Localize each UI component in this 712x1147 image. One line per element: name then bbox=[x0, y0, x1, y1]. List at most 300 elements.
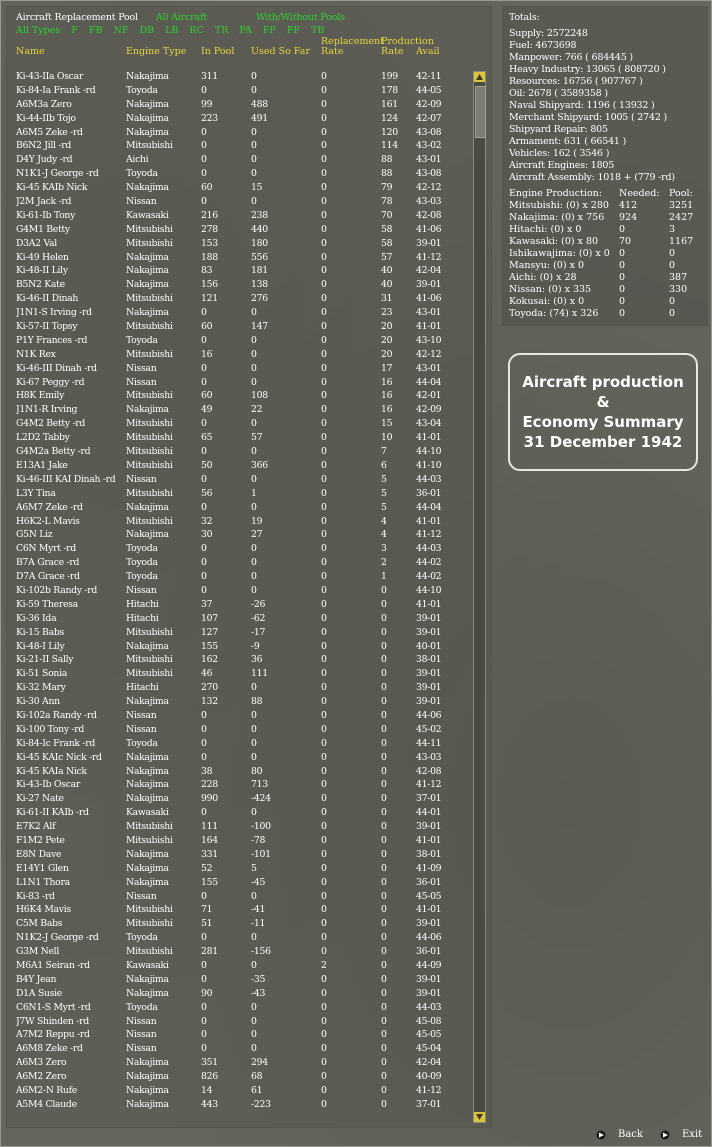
avail-date: 41-06 bbox=[416, 223, 442, 235]
aircraft-row[interactable] bbox=[0, 903, 475, 917]
aircraft-row[interactable] bbox=[0, 278, 475, 292]
aircraft-name: Ki-84-Ia Frank -rd bbox=[16, 84, 96, 96]
aircraft-row[interactable] bbox=[0, 251, 475, 265]
replacement-rate: 0 bbox=[321, 807, 327, 819]
aircraft-row[interactable] bbox=[0, 834, 475, 848]
aircraft-table bbox=[0, 70, 475, 1122]
aircraft-row[interactable] bbox=[0, 570, 475, 584]
production-rate: 16 bbox=[381, 404, 393, 416]
aircraft-row[interactable] bbox=[0, 890, 475, 904]
aircraft-row[interactable] bbox=[0, 237, 475, 251]
engine-type: Nakajima bbox=[126, 126, 169, 138]
used-so-far: 0 bbox=[251, 682, 257, 694]
in-pool: 990 bbox=[201, 793, 218, 805]
engine-type: Nissan bbox=[126, 473, 157, 485]
aircraft-row[interactable] bbox=[0, 612, 475, 626]
aircraft-name: G4M1 Betty bbox=[16, 223, 70, 235]
filter-lb[interactable]: LB bbox=[165, 25, 179, 36]
used-so-far: -100 bbox=[251, 821, 271, 833]
in-pool: 826 bbox=[201, 1071, 218, 1083]
replacement-rate: 0 bbox=[321, 779, 327, 791]
filter-pa[interactable]: PA bbox=[239, 25, 252, 36]
replacement-rate: 0 bbox=[321, 71, 327, 82]
production-rate: 0 bbox=[381, 612, 387, 624]
aircraft-row[interactable] bbox=[0, 1028, 475, 1042]
production-rate: 79 bbox=[381, 182, 393, 194]
engine-type: Mitsubishi bbox=[126, 487, 173, 499]
avail-date: 44-06 bbox=[416, 932, 442, 944]
production-rate: 16 bbox=[381, 376, 393, 388]
used-so-far: 27 bbox=[251, 529, 263, 541]
production-rate: 0 bbox=[381, 1098, 387, 1110]
avail-date: 39-01 bbox=[416, 279, 442, 291]
in-pool: 99 bbox=[201, 98, 213, 110]
production-rate: 4 bbox=[381, 529, 387, 541]
aircraft-row[interactable] bbox=[0, 667, 475, 681]
aircraft-row[interactable] bbox=[0, 806, 475, 820]
engine-type: Mitsubishi bbox=[126, 390, 173, 402]
used-so-far: 0 bbox=[251, 362, 257, 374]
col-used-so-far[interactable]: Used So Far bbox=[251, 46, 311, 57]
in-pool: 14 bbox=[201, 1085, 213, 1097]
avail-date: 39-01 bbox=[416, 612, 442, 624]
used-so-far: 0 bbox=[251, 501, 257, 513]
total-shipyard-repair: Shipyard Repair: 805 bbox=[509, 124, 608, 135]
replacement-rate: 0 bbox=[321, 1001, 327, 1013]
scroll-thumb[interactable] bbox=[475, 86, 486, 138]
engine-type: Mitsubishi bbox=[126, 348, 173, 360]
total-armament: Armament: 631 ( 66541 ) bbox=[509, 136, 627, 147]
production-rate: 0 bbox=[381, 654, 387, 666]
engine-needed: 70 bbox=[619, 236, 632, 247]
filter-fp[interactable]: FP bbox=[262, 25, 276, 36]
aircraft-name: E7K2 Alf bbox=[16, 821, 56, 833]
used-so-far: 0 bbox=[251, 140, 257, 152]
total-resources: Resources: 16756 ( 907767 ) bbox=[509, 76, 643, 87]
back-button[interactable] bbox=[596, 1129, 643, 1140]
used-so-far: -101 bbox=[251, 848, 271, 860]
aircraft-row[interactable] bbox=[0, 515, 475, 529]
production-rate: 124 bbox=[381, 112, 398, 124]
avail-date: 44-04 bbox=[416, 501, 442, 513]
avail-date: 44-03 bbox=[416, 473, 442, 485]
avail-date: 40-01 bbox=[416, 640, 442, 652]
aircraft-name: Ki-48-I Lily bbox=[16, 640, 65, 652]
replacement-rate: 0 bbox=[321, 584, 327, 596]
aircraft-row[interactable] bbox=[0, 264, 475, 278]
replacement-rate: 0 bbox=[321, 543, 327, 555]
total-oil: Oil: 2678 ( 3589358 ) bbox=[509, 88, 608, 99]
used-so-far: 0 bbox=[251, 154, 257, 166]
aircraft-row[interactable] bbox=[0, 320, 475, 334]
engine-type: Nakajima bbox=[126, 1098, 169, 1110]
aircraft-row[interactable] bbox=[0, 181, 475, 195]
in-pool: 0 bbox=[201, 154, 207, 166]
aircraft-name: Ki-45 KAIb Nick bbox=[16, 182, 88, 194]
aircraft-row[interactable] bbox=[0, 487, 475, 501]
aircraft-row[interactable] bbox=[0, 362, 475, 376]
used-so-far: 0 bbox=[251, 348, 257, 360]
production-rate: 0 bbox=[381, 751, 387, 763]
replacement-rate: 0 bbox=[321, 932, 327, 944]
avail-date: 44-11 bbox=[416, 737, 442, 749]
engine-manufacturer: Mansyu: (0) x 0 bbox=[509, 260, 584, 271]
col-name[interactable]: Name bbox=[16, 46, 45, 57]
aircraft-row[interactable] bbox=[0, 1015, 475, 1029]
exit-button[interactable] bbox=[660, 1129, 702, 1140]
avail-date: 41-01 bbox=[416, 598, 442, 610]
aircraft-row[interactable] bbox=[0, 1098, 475, 1112]
production-rate: 88 bbox=[381, 168, 393, 180]
used-so-far: -156 bbox=[251, 946, 271, 958]
engine-type: Nakajima bbox=[126, 640, 169, 652]
in-pool: 16 bbox=[201, 348, 213, 360]
aircraft-row[interactable] bbox=[0, 1042, 475, 1056]
aircraft-row[interactable] bbox=[0, 139, 475, 153]
in-pool: 90 bbox=[201, 987, 213, 999]
production-rate: 0 bbox=[381, 598, 387, 610]
aircraft-row[interactable] bbox=[0, 292, 475, 306]
engine-type: Nakajima bbox=[126, 751, 169, 763]
replacement-rate: 0 bbox=[321, 84, 327, 96]
avail-date: 36-01 bbox=[416, 946, 442, 958]
in-pool: 0 bbox=[201, 571, 207, 583]
used-so-far: -223 bbox=[251, 1098, 271, 1110]
avail-date: 43-03 bbox=[416, 196, 442, 208]
aircraft-row[interactable] bbox=[0, 153, 475, 167]
aircraft-row[interactable] bbox=[0, 695, 475, 709]
aircraft-row[interactable] bbox=[0, 501, 475, 515]
arrow-right-icon bbox=[660, 1130, 672, 1140]
aircraft-row[interactable] bbox=[0, 598, 475, 612]
aircraft-name: H6K2-L Mavis bbox=[16, 515, 80, 527]
aircraft-name: H6K4 Mavis bbox=[16, 904, 71, 916]
filter-f[interactable]: F bbox=[71, 25, 78, 36]
engine-type: Nakajima bbox=[126, 1057, 169, 1069]
in-pool: 156 bbox=[201, 279, 218, 291]
used-so-far: -35 bbox=[251, 973, 266, 985]
total-manpower: Manpower: 766 ( 684445 ) bbox=[509, 52, 633, 63]
replacement-rate: 0 bbox=[321, 362, 327, 374]
aircraft-row[interactable] bbox=[0, 70, 475, 84]
avail-date: 43-01 bbox=[416, 362, 442, 374]
aircraft-name: F1M2 Pete bbox=[16, 834, 65, 846]
replacement-rate: 0 bbox=[321, 626, 327, 638]
aircraft-row[interactable] bbox=[0, 778, 475, 792]
used-so-far: 88 bbox=[251, 696, 263, 708]
engine-type: Nissan bbox=[126, 362, 157, 374]
aircraft-name: A7M2 Reppu -rd bbox=[16, 1029, 90, 1041]
aircraft-row[interactable] bbox=[0, 723, 475, 737]
in-pool: 0 bbox=[201, 307, 207, 319]
avail-date: 43-01 bbox=[416, 154, 442, 166]
avail-date: 44-04 bbox=[416, 376, 442, 388]
aircraft-row[interactable] bbox=[0, 195, 475, 209]
aircraft-row[interactable] bbox=[0, 709, 475, 723]
aircraft-row[interactable] bbox=[0, 1070, 475, 1084]
filter-tb[interactable]: TB bbox=[311, 25, 325, 36]
engine-production-header: Engine Production: bbox=[509, 188, 603, 199]
all-aircraft-toggle[interactable]: All Aircraft bbox=[156, 12, 207, 23]
col-production-rate[interactable]: Rate bbox=[381, 46, 404, 57]
aircraft-row[interactable] bbox=[0, 348, 475, 362]
aircraft-row[interactable] bbox=[0, 126, 475, 140]
aircraft-name: D1A Susie bbox=[16, 987, 62, 999]
engine-type: Kawasaki bbox=[126, 209, 169, 221]
production-rate: 0 bbox=[381, 987, 387, 999]
used-so-far: 0 bbox=[251, 196, 257, 208]
avail-date: 42-08 bbox=[416, 765, 442, 777]
filter-nf[interactable]: NF bbox=[113, 25, 129, 36]
aircraft-name: A6M2-N Rufe bbox=[16, 1085, 77, 1097]
production-rate: 78 bbox=[381, 196, 393, 208]
engine-type: Nissan bbox=[126, 376, 157, 388]
in-pool: 0 bbox=[201, 362, 207, 374]
with-without-pools-toggle[interactable]: With/Without Pools bbox=[256, 12, 345, 23]
avail-date: 37-01 bbox=[416, 793, 442, 805]
aircraft-row[interactable] bbox=[0, 98, 475, 112]
aircraft-name: N1K Rex bbox=[16, 348, 56, 360]
aircraft-row[interactable] bbox=[0, 167, 475, 181]
engine-type: Mitsubishi bbox=[126, 668, 173, 680]
engine-pool: 1167 bbox=[669, 236, 694, 247]
in-pool: 0 bbox=[201, 973, 207, 985]
replacement-rate: 0 bbox=[321, 973, 327, 985]
engine-type: Nakajima bbox=[126, 71, 169, 82]
replacement-rate: 0 bbox=[321, 446, 327, 458]
used-so-far: 0 bbox=[251, 84, 257, 96]
scroll-down-button[interactable] bbox=[474, 1112, 485, 1122]
avail-date: 42-07 bbox=[416, 112, 442, 124]
engine-needed: 0 bbox=[619, 272, 626, 283]
engine-manufacturer: Mitsubishi: (0) x 280 bbox=[509, 200, 609, 211]
aircraft-row[interactable] bbox=[0, 751, 475, 765]
engine-type: Toyoda bbox=[126, 1001, 158, 1013]
production-rate: 3 bbox=[381, 543, 387, 555]
filter-rc[interactable]: RC bbox=[189, 25, 204, 36]
used-so-far: 0 bbox=[251, 1043, 257, 1055]
aircraft-row[interactable] bbox=[0, 403, 475, 417]
replacement-rate: 0 bbox=[321, 98, 327, 110]
aircraft-name: B6N2 Jill -rd bbox=[16, 140, 71, 152]
production-rate: 0 bbox=[381, 890, 387, 902]
in-pool: 111 bbox=[201, 821, 218, 833]
aircraft-row[interactable] bbox=[0, 792, 475, 806]
aircraft-row[interactable] bbox=[0, 306, 475, 320]
aircraft-row[interactable] bbox=[0, 334, 475, 348]
aircraft-row[interactable] bbox=[0, 820, 475, 834]
engine-needed: 0 bbox=[619, 224, 626, 235]
aircraft-name: L3Y Tina bbox=[16, 487, 56, 499]
col-avail[interactable]: Avail bbox=[416, 46, 440, 57]
in-pool: 153 bbox=[201, 237, 218, 249]
in-pool: 164 bbox=[201, 834, 218, 846]
avail-date: 41-01 bbox=[416, 834, 442, 846]
summary-title-box bbox=[508, 353, 698, 471]
production-rate: 31 bbox=[381, 293, 393, 305]
col-production-top: Production bbox=[381, 36, 434, 47]
aircraft-row[interactable] bbox=[0, 528, 475, 542]
production-rate: 0 bbox=[381, 1085, 387, 1097]
avail-date: 43-08 bbox=[416, 126, 442, 138]
avail-date: 39-01 bbox=[416, 668, 442, 680]
in-pool: 216 bbox=[201, 209, 218, 221]
aircraft-row[interactable] bbox=[0, 556, 475, 570]
engine-type: Nissan bbox=[126, 709, 157, 721]
engine-manufacturer: Hitachi: (0) x 0 bbox=[509, 224, 582, 235]
engine-type: Toyoda bbox=[126, 334, 158, 346]
avail-date: 41-12 bbox=[416, 529, 442, 541]
total-supply: Supply: 2572248 bbox=[509, 28, 588, 39]
table-scrollbar[interactable] bbox=[473, 71, 486, 1123]
filter-fb[interactable]: FB bbox=[88, 25, 103, 36]
engine-row bbox=[509, 284, 699, 296]
engine-type: Nakajima bbox=[126, 112, 169, 124]
replacement-rate: 0 bbox=[321, 890, 327, 902]
avail-date: 41-09 bbox=[416, 862, 442, 874]
used-so-far: 80 bbox=[251, 765, 263, 777]
aircraft-row[interactable] bbox=[0, 626, 475, 640]
avail-date: 41-01 bbox=[416, 432, 442, 444]
used-so-far: 180 bbox=[251, 237, 268, 249]
replacement-rate: 0 bbox=[321, 557, 327, 569]
engine-type: Nakajima bbox=[126, 862, 169, 874]
used-so-far: -11 bbox=[251, 918, 266, 930]
used-so-far: 22 bbox=[251, 404, 263, 416]
avail-date: 39-01 bbox=[416, 918, 442, 930]
aircraft-row[interactable] bbox=[0, 945, 475, 959]
replacement-rate: 0 bbox=[321, 140, 327, 152]
engine-needed: 0 bbox=[619, 284, 626, 295]
aircraft-name: J2M Jack -rd bbox=[16, 196, 72, 208]
aircraft-row[interactable] bbox=[0, 223, 475, 237]
avail-date: 43-02 bbox=[416, 140, 442, 152]
aircraft-row[interactable] bbox=[0, 973, 475, 987]
engine-type: Nakajima bbox=[126, 765, 169, 777]
in-pool: 0 bbox=[201, 501, 207, 513]
aircraft-row[interactable] bbox=[0, 917, 475, 931]
aircraft-row[interactable] bbox=[0, 862, 475, 876]
in-pool: 228 bbox=[201, 779, 218, 791]
aircraft-row[interactable] bbox=[0, 1084, 475, 1098]
aircraft-name: Ki-32 Mary bbox=[16, 682, 66, 694]
filter-tr[interactable]: TR bbox=[214, 25, 229, 36]
production-rate: 58 bbox=[381, 237, 393, 249]
aircraft-row[interactable] bbox=[0, 445, 475, 459]
avail-date: 42-04 bbox=[416, 1057, 442, 1069]
in-pool: 0 bbox=[201, 709, 207, 721]
total-merchant-shipyard: Merchant Shipyard: 1005 ( 2742 ) bbox=[509, 112, 667, 123]
avail-date: 44-10 bbox=[416, 584, 442, 596]
aircraft-row[interactable] bbox=[0, 459, 475, 473]
aircraft-row[interactable] bbox=[0, 209, 475, 223]
aircraft-row[interactable] bbox=[0, 959, 475, 973]
filter-db[interactable]: DB bbox=[139, 25, 155, 36]
replacement-rate: 0 bbox=[321, 876, 327, 888]
aircraft-row[interactable] bbox=[0, 1056, 475, 1070]
engine-type: Nissan bbox=[126, 196, 157, 208]
aircraft-row[interactable] bbox=[0, 542, 475, 556]
aircraft-row[interactable] bbox=[0, 389, 475, 403]
in-pool: 0 bbox=[201, 557, 207, 569]
avail-date: 39-01 bbox=[416, 237, 442, 249]
used-so-far: 440 bbox=[251, 223, 268, 235]
in-pool: 278 bbox=[201, 223, 218, 235]
aircraft-row[interactable] bbox=[0, 473, 475, 487]
replacement-rate: 0 bbox=[321, 432, 327, 444]
replacement-rate: 0 bbox=[321, 1015, 327, 1027]
in-pool: 0 bbox=[201, 751, 207, 763]
aircraft-row[interactable] bbox=[0, 417, 475, 431]
aircraft-row[interactable] bbox=[0, 876, 475, 890]
replacement-rate: 0 bbox=[321, 334, 327, 346]
aircraft-row[interactable] bbox=[0, 1001, 475, 1015]
avail-date: 37-01 bbox=[416, 1098, 442, 1110]
col-engine-type[interactable]: Engine Type bbox=[126, 46, 187, 57]
col-replacement-rate[interactable]: Rate bbox=[321, 46, 344, 57]
engine-type: Nakajima bbox=[126, 876, 169, 888]
production-rate: 0 bbox=[381, 1057, 387, 1069]
engine-type: Nissan bbox=[126, 584, 157, 596]
used-so-far: 0 bbox=[251, 473, 257, 485]
replacement-rate: 0 bbox=[321, 904, 327, 916]
replacement-rate: 0 bbox=[321, 598, 327, 610]
aircraft-row[interactable] bbox=[0, 640, 475, 654]
replacement-rate: 0 bbox=[321, 1057, 327, 1069]
aircraft-name: A6M5 Zeke -rd bbox=[16, 126, 83, 138]
aircraft-row[interactable] bbox=[0, 112, 475, 126]
exit-label: Exit bbox=[682, 1129, 703, 1140]
scroll-up-button[interactable] bbox=[474, 72, 485, 82]
aircraft-row[interactable] bbox=[0, 84, 475, 98]
aircraft-row[interactable] bbox=[0, 848, 475, 862]
engine-type: Nakajima bbox=[126, 307, 169, 319]
replacement-rate: 0 bbox=[321, 834, 327, 846]
aircraft-row[interactable] bbox=[0, 765, 475, 779]
production-rate: 20 bbox=[381, 334, 393, 346]
aircraft-row[interactable] bbox=[0, 931, 475, 945]
used-so-far: -62 bbox=[251, 612, 266, 624]
used-so-far: 0 bbox=[251, 418, 257, 430]
replacement-rate: 0 bbox=[321, 918, 327, 930]
used-so-far: 491 bbox=[251, 112, 268, 124]
aircraft-row[interactable] bbox=[0, 987, 475, 1001]
filter-all-types[interactable]: All Types bbox=[16, 25, 61, 36]
production-rate: 1 bbox=[381, 571, 387, 583]
production-rate: 0 bbox=[381, 821, 387, 833]
used-so-far: 0 bbox=[251, 446, 257, 458]
filter-ff[interactable]: FF bbox=[286, 25, 301, 36]
aircraft-name: Ki-83 -rd bbox=[16, 890, 55, 902]
production-rate: 0 bbox=[381, 876, 387, 888]
aircraft-name: B5N2 Kate bbox=[16, 279, 65, 291]
production-rate: 88 bbox=[381, 154, 393, 166]
col-in-pool[interactable]: In Pool bbox=[201, 46, 235, 57]
aircraft-row[interactable] bbox=[0, 376, 475, 390]
replacement-rate: 0 bbox=[321, 946, 327, 958]
in-pool: 65 bbox=[201, 432, 213, 444]
used-so-far: 0 bbox=[251, 1001, 257, 1013]
aircraft-row[interactable] bbox=[0, 681, 475, 695]
engine-type: Nakajima bbox=[126, 1071, 169, 1083]
aircraft-row[interactable] bbox=[0, 584, 475, 598]
in-pool: 0 bbox=[201, 932, 207, 944]
aircraft-row[interactable] bbox=[0, 431, 475, 445]
aircraft-row[interactable] bbox=[0, 737, 475, 751]
aircraft-row[interactable] bbox=[0, 653, 475, 667]
used-so-far: 0 bbox=[251, 307, 257, 319]
aircraft-name: Ki-46-III KAI Dinah -rd bbox=[16, 473, 116, 485]
